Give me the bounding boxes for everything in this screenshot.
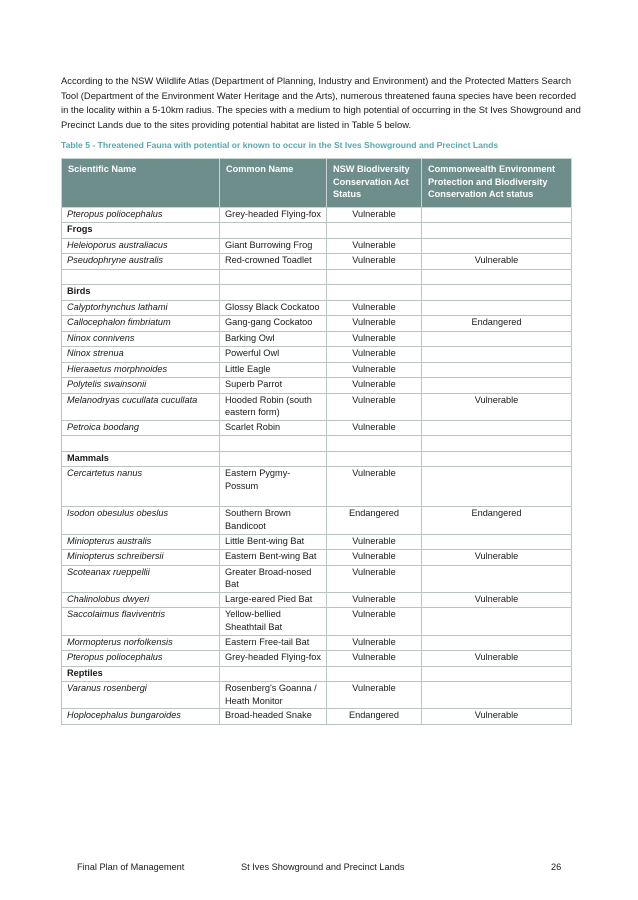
common-name-cell: Little Bent-wing Bat [220, 534, 327, 550]
scientific-name-cell: Chalinolobus dwyeri [62, 592, 220, 608]
table-row [62, 682, 572, 709]
table-cell-empty [327, 223, 422, 239]
scientific-name-cell: Hoplocephalus bungaroides [62, 709, 220, 725]
nsw-status-cell: Vulnerable [327, 420, 422, 436]
table-header-row [62, 159, 572, 208]
table-cell-empty [220, 223, 327, 239]
commonwealth-status-cell [422, 682, 572, 709]
commonwealth-status-cell [422, 347, 572, 363]
table-group-row [62, 285, 572, 301]
commonwealth-status-cell [422, 300, 572, 316]
common-name-cell: Glossy Black Cockatoo [220, 300, 327, 316]
footer-document-title: Final Plan of Management [77, 862, 185, 872]
common-name-cell: Barking Owl [220, 331, 327, 347]
common-name-cell: Superb Parrot [220, 378, 327, 394]
table-row [62, 550, 572, 566]
group-label: Mammals [62, 451, 220, 467]
table-row [62, 393, 572, 420]
common-name-cell: Greater Broad-nosed Bat [220, 565, 327, 592]
table-cell-empty [327, 436, 422, 452]
nsw-status-cell: Vulnerable [327, 378, 422, 394]
commonwealth-status-cell [422, 207, 572, 223]
nsw-status-cell: Vulnerable [327, 534, 422, 550]
header-scientific-name: Scientific Name [62, 159, 220, 208]
commonwealth-status-cell: Endangered [422, 316, 572, 332]
table-cell-empty [422, 223, 572, 239]
group-label: Reptiles [62, 666, 220, 682]
common-name-cell: Large-eared Pied Bat [220, 592, 327, 608]
scientific-name-cell: Pteropus poliocephalus [62, 207, 220, 223]
scientific-name-cell: Callocephalon fimbriatum [62, 316, 220, 332]
commonwealth-status-cell [422, 362, 572, 378]
commonwealth-status-cell [422, 238, 572, 254]
common-name-cell: Eastern Pygmy-Possum [220, 467, 327, 507]
table-row [62, 362, 572, 378]
table-cell-empty [422, 269, 572, 285]
table-cell-empty [327, 269, 422, 285]
page-number: 26 [551, 862, 562, 872]
nsw-status-cell: Endangered [327, 709, 422, 725]
nsw-status-cell: Vulnerable [327, 565, 422, 592]
table-group-row [62, 223, 572, 239]
commonwealth-status-cell: Vulnerable [422, 393, 572, 420]
common-name-cell: Little Eagle [220, 362, 327, 378]
nsw-status-cell: Vulnerable [327, 550, 422, 566]
scientific-name-cell: Miniopterus australis [62, 534, 220, 550]
commonwealth-status-cell [422, 420, 572, 436]
group-label: Birds [62, 285, 220, 301]
table-cell-empty [327, 285, 422, 301]
nsw-status-cell: Vulnerable [327, 651, 422, 667]
nsw-status-cell: Vulnerable [327, 316, 422, 332]
nsw-status-cell: Vulnerable [327, 682, 422, 709]
table-cell-empty [220, 436, 327, 452]
table-cell-empty [62, 269, 220, 285]
commonwealth-status-cell: Vulnerable [422, 254, 572, 270]
table-spacer-row [62, 269, 572, 285]
scientific-name-cell: Pteropus poliocephalus [62, 651, 220, 667]
nsw-status-cell: Vulnerable [327, 347, 422, 363]
table-row [62, 300, 572, 316]
commonwealth-status-cell [422, 378, 572, 394]
nsw-status-cell: Vulnerable [327, 254, 422, 270]
scientific-name-cell: Cercartetus nanus [62, 467, 220, 507]
scientific-name-cell: Heleioporus australiacus [62, 238, 220, 254]
table-caption: Table 5 - Threatened Fauna with potential or known to occur in the St Ives Showground and Precinct Lands [61, 140, 499, 150]
intro-paragraph: According to the NSW Wildlife Atlas (Department of Planning, Industry and Environment) and the Protected Matters Search Tool (Department of the Environment Water Heritage and the Arts), numerous threatened fauna species have been recorded in the locality within a 5-10km radius. The species with a medium to high potential of occurring in the St Ives Showground and Precinct Lands due to the sites providing potential habitat are listed in Table 5 below. [61, 75, 581, 130]
header-common-name: Common Name [220, 159, 327, 208]
threatened-fauna-table [61, 158, 572, 725]
table-cell-empty [327, 666, 422, 682]
table-row [62, 608, 572, 635]
nsw-status-cell: Vulnerable [327, 362, 422, 378]
table-row [62, 238, 572, 254]
table-row [62, 467, 572, 507]
footer-site-name: St Ives Showground and Precinct Lands [241, 862, 405, 872]
common-name-cell: Gang-gang Cockatoo [220, 316, 327, 332]
common-name-cell: Grey-headed Flying-fox [220, 207, 327, 223]
commonwealth-status-cell: Vulnerable [422, 592, 572, 608]
common-name-cell: Yellow-bellied Sheathtail Bat [220, 608, 327, 635]
scientific-name-cell: Mormopterus norfolkensis [62, 635, 220, 651]
nsw-status-cell: Vulnerable [327, 635, 422, 651]
commonwealth-status-cell: Vulnerable [422, 709, 572, 725]
nsw-status-cell: Endangered [327, 507, 422, 534]
common-name-cell: Rosenberg's Goanna / Heath Monitor [220, 682, 327, 709]
table-cell-empty [220, 666, 327, 682]
scientific-name-cell: Hieraaetus morphnoides [62, 362, 220, 378]
scientific-name-cell: Ninox strenua [62, 347, 220, 363]
table-row [62, 507, 572, 534]
table-row [62, 709, 572, 725]
commonwealth-status-cell [422, 534, 572, 550]
common-name-cell: Broad-headed Snake [220, 709, 327, 725]
commonwealth-status-cell: Vulnerable [422, 651, 572, 667]
scientific-name-cell: Miniopterus schreibersii [62, 550, 220, 566]
header-nsw-status: NSW Biodiversity Conservation Act Status [327, 159, 422, 208]
commonwealth-status-cell [422, 331, 572, 347]
nsw-status-cell: Vulnerable [327, 331, 422, 347]
table-cell-empty [327, 451, 422, 467]
commonwealth-status-cell [422, 467, 572, 507]
table-cell-empty [422, 666, 572, 682]
common-name-cell: Grey-headed Flying-fox [220, 651, 327, 667]
commonwealth-status-cell [422, 608, 572, 635]
nsw-status-cell: Vulnerable [327, 608, 422, 635]
scientific-name-cell: Saccolaimus flaviventris [62, 608, 220, 635]
table-cell-empty [422, 436, 572, 452]
table-cell-empty [220, 269, 327, 285]
common-name-cell: Southern Brown Bandicoot [220, 507, 327, 534]
common-name-cell: Eastern Bent-wing Bat [220, 550, 327, 566]
commonwealth-status-cell [422, 565, 572, 592]
common-name-cell: Giant Burrowing Frog [220, 238, 327, 254]
table-group-row [62, 666, 572, 682]
table-row [62, 316, 572, 332]
common-name-cell: Scarlet Robin [220, 420, 327, 436]
common-name-cell: Powerful Owl [220, 347, 327, 363]
nsw-status-cell: Vulnerable [327, 393, 422, 420]
nsw-status-cell: Vulnerable [327, 592, 422, 608]
group-label: Frogs [62, 223, 220, 239]
table-group-row [62, 451, 572, 467]
scientific-name-cell: Varanus rosenbergi [62, 682, 220, 709]
commonwealth-status-cell [422, 635, 572, 651]
common-name-cell: Red-crowned Toadlet [220, 254, 327, 270]
commonwealth-status-cell: Vulnerable [422, 550, 572, 566]
table-row [62, 254, 572, 270]
scientific-name-cell: Isodon obesulus obeslus [62, 507, 220, 534]
table-row [62, 378, 572, 394]
commonwealth-status-cell: Endangered [422, 507, 572, 534]
header-commonwealth-status: Commonwealth Environment Protection and Biodiversity Conservation Act status [422, 159, 572, 208]
nsw-status-cell: Vulnerable [327, 238, 422, 254]
table-cell-empty [422, 285, 572, 301]
table-cell-empty [220, 285, 327, 301]
table-body [62, 207, 572, 724]
common-name-cell: Hooded Robin (south eastern form) [220, 393, 327, 420]
table-row [62, 651, 572, 667]
table-row [62, 420, 572, 436]
scientific-name-cell: Polytelis swainsonii [62, 378, 220, 394]
scientific-name-cell: Petroica boodang [62, 420, 220, 436]
table-row [62, 592, 572, 608]
table-row [62, 331, 572, 347]
scientific-name-cell: Pseudophryne australis [62, 254, 220, 270]
table-row [62, 207, 572, 223]
nsw-status-cell: Vulnerable [327, 467, 422, 507]
nsw-status-cell: Vulnerable [327, 300, 422, 316]
table-cell-empty [422, 451, 572, 467]
scientific-name-cell: Melanodryas cucullata cucullata [62, 393, 220, 420]
table-row [62, 347, 572, 363]
common-name-cell: Eastern Free-tail Bat [220, 635, 327, 651]
table-cell-empty [220, 451, 327, 467]
scientific-name-cell: Scoteanax rueppellii [62, 565, 220, 592]
nsw-status-cell: Vulnerable [327, 207, 422, 223]
scientific-name-cell: Ninox connivens [62, 331, 220, 347]
scientific-name-cell: Calyptorhynchus lathami [62, 300, 220, 316]
table-row [62, 565, 572, 592]
table-row [62, 534, 572, 550]
table-row [62, 635, 572, 651]
table-spacer-row [62, 436, 572, 452]
table-cell-empty [62, 436, 220, 452]
